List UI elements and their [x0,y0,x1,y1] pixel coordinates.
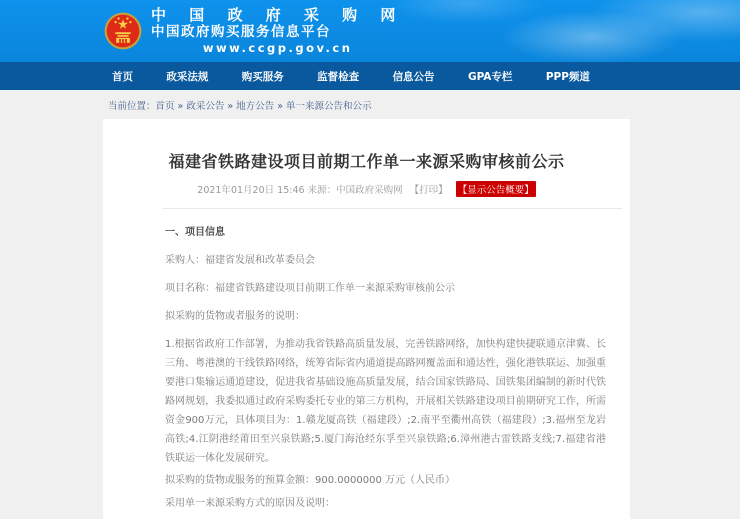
breadcrumb-separator: » [227,101,234,112]
nav-item-supervision[interactable]: 监督检查 [317,70,360,83]
site-url: www.ccgp.gov.cn [202,40,353,55]
breadcrumb-separator: » [177,101,184,112]
nav-item-home[interactable]: 首页 [112,70,133,83]
nav-item-gpa[interactable]: GPA专栏 [467,70,513,83]
nav-item-ppp[interactable]: PPP频道 [545,70,590,83]
article-source: 来源：中国政府采购网 [307,185,403,196]
nav-item-announcements[interactable]: 信息公告 [392,70,435,83]
nav-item-regulations[interactable]: 政采法规 [166,70,209,83]
section-heading-project-info: 一、项目信息 [165,227,225,238]
show-summary-button[interactable]: 【显示公告概要】 [456,181,536,197]
budget-line: 拟采购的货物或服务的预算金额：900.0000000 万元（人民币） [165,475,455,486]
breadcrumb-gov-announcements[interactable]: 政采公告 [186,101,225,112]
single-source-reason-label: 采用单一来源采购方式的原因及说明： [165,498,335,509]
main-nav [0,62,740,90]
national-emblem-icon [104,12,142,50]
nav-item-purchase-services[interactable]: 购买服务 [241,70,284,83]
article-title: 福建省铁路建设项目前期工作单一来源采购审核前公示 [168,152,565,171]
site-title-block [151,8,404,54]
description-text: 1.根据省政府工作部署，为推动我省铁路高质量发展，完善铁路网络，加快构建快捷联通京津冀、长三角、粤港澳的干线铁路网络，统筹省际省内通道提高路网覆盖面和通达性，强化港铁联运、加强重要港口集输运通道建设，促进我省基础设施高质量发展，结合国家铁路局、国铁集团编制的新时代铁路网规划，我委拟通过政府采购委托专业的第三方机构，开展相关铁路建设项目前期研究工作，所需资金900万元，具体项目为：1.赣龙厦高铁（福建段）;2.南平至衢州高铁（福建段）;3.福州至龙岩高铁;4.江阴港经莆田至兴泉铁路;5.厦门海沧经东孚至兴泉铁路;6.漳州港古雷铁路支线;7.福建省港铁联运一体化发展研究。 [165,339,606,464]
article-meta [103,181,630,197]
site-banner [0,0,740,62]
project-name-line: 项目名称：福建省铁路建设项目前期工作单一来源采购审核前公示 [165,283,455,294]
purchaser-line: 采购人：福建省发展和改革委员会 [165,255,315,266]
breadcrumb [0,90,740,119]
breadcrumb-separator: » [277,101,283,112]
site-subtitle: 中国政府购买服务信息平台 [151,24,331,40]
title-divider [163,208,622,209]
article-card [103,119,630,519]
article-datetime: 2021年01月20日 15:46 [197,185,305,196]
breadcrumb-label: 当前位置： [108,101,156,112]
description-label: 拟采购的货物或者服务的说明： [165,311,305,322]
site-brand [104,8,404,54]
breadcrumb-single-source[interactable]: 单一来源公告和公示 [286,101,372,112]
article-body [165,223,606,513]
breadcrumb-local-announcements[interactable]: 地方公告 [236,101,275,112]
print-button[interactable]: 【打印】 [409,185,448,196]
breadcrumb-home[interactable]: 首页 [155,101,175,112]
site-title: 中 国 政 府 采 购 网 [151,6,405,24]
